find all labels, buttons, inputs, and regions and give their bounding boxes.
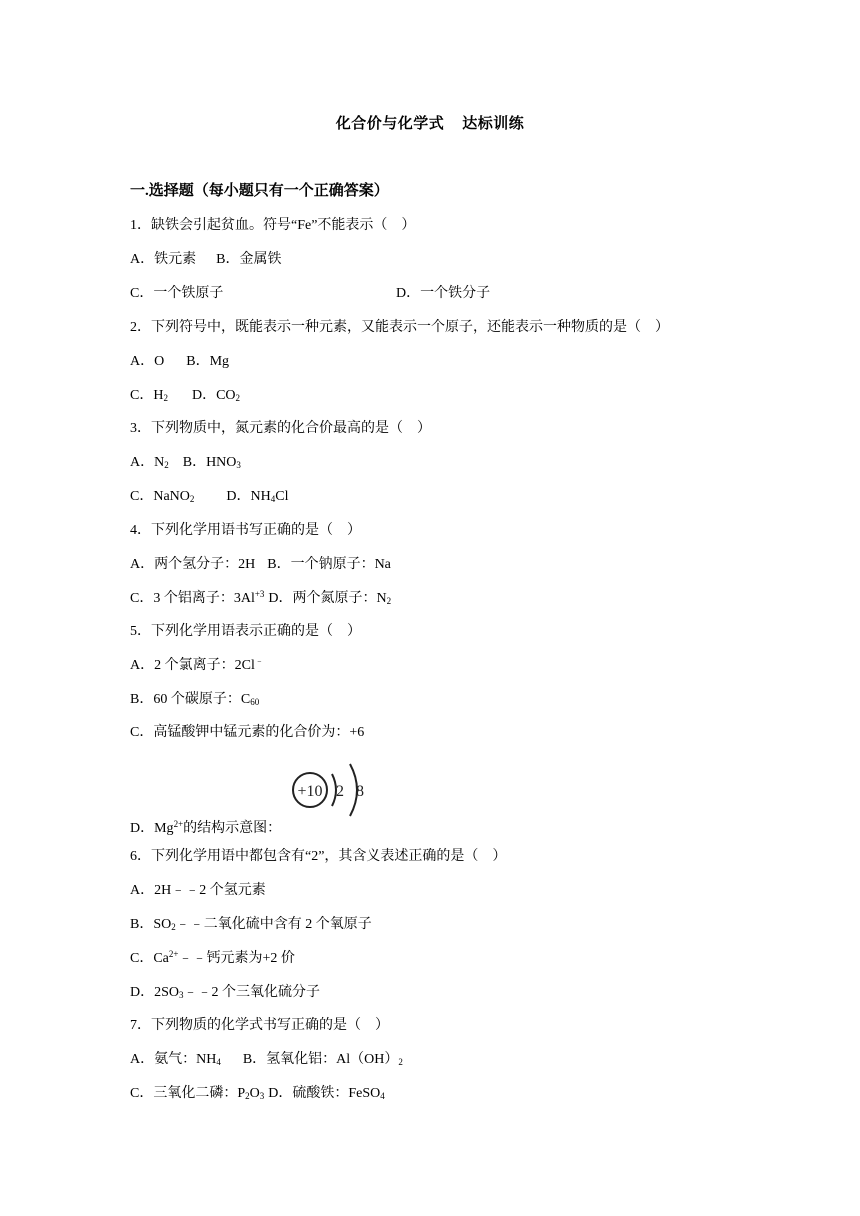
- title-main: 化合价与化学式: [335, 116, 445, 132]
- question-6-stem: 6．下列化学用语中都包含有“2”，其含义表述正确的是（ ）: [130, 849, 507, 864]
- option-c: C．三氧化二磷：$P_2O_3$: [130, 1086, 265, 1101]
- question-2-options-cd: [130, 384, 240, 404]
- question-1-option-c: C．一个铁原子: [130, 286, 224, 301]
- title-sub: 达标训练: [462, 116, 525, 132]
- question-4-options-cd: [130, 587, 391, 607]
- option-c: C．3 个铝离子：$3Al^{+3}$: [130, 589, 265, 606]
- option-a: A．$N_2$: [130, 455, 169, 470]
- question-7-options-ab: [130, 1048, 403, 1068]
- question-7-stem: 7．下列物质的化学式书写正确的是（ ）: [130, 1018, 389, 1033]
- option-d: D．$CO_2$: [191, 388, 241, 403]
- option-b: B．氢氧化铝：$Al(OH)_2$: [242, 1052, 403, 1067]
- question-5-option-b: B．60 个碳原子：$C_{60}$: [130, 692, 260, 707]
- question-5-option-c: C．高锰酸钾中锰元素的化合价为：+6: [130, 725, 365, 740]
- question-4-options-ab: [130, 553, 391, 573]
- question-2-stem: 2．下列符号中，既能表示一种元素，又能表示一个原子，还能表示一种物质的是（ ）: [130, 320, 669, 335]
- question-1-options-ab: [130, 248, 281, 268]
- question-3-options-ab: [130, 451, 241, 471]
- option-d: D．硫酸铁：FeSO$_4$: [268, 1086, 385, 1101]
- section-heading: 一.选择题（每小题只有一个正确答案）: [130, 183, 389, 199]
- question-3-stem: 3．下列物质中，氮元素的化合价最高的是（ ）: [130, 421, 431, 436]
- option-c: C．$H_2$: [130, 388, 168, 403]
- question-5-option-d: D．$Mg^{2+}$的结构示意图：: [130, 819, 282, 836]
- question-5-stem: 5．下列化学用语表示正确的是（ ）: [130, 624, 361, 639]
- option-b: B．金属铁: [216, 252, 282, 267]
- question-1-stem: 1．缺铁会引起贫血。符号“Fe”不能表示（ ）: [130, 218, 416, 233]
- option-b: B．一个钠原子：Na: [267, 557, 391, 572]
- document-title: [0, 112, 860, 133]
- atomic-structure-diagram: [288, 752, 378, 822]
- option-b: B．$HNO_3$: [182, 455, 241, 470]
- shell-1-count: 2: [336, 783, 344, 800]
- option-c: C．NaNO$_2$: [130, 489, 195, 504]
- option-a: A．O: [130, 354, 165, 369]
- question-6-option-b: B．$SO_2﹣﹣$二氧化硫中含有 2 个氧原子: [130, 917, 372, 932]
- option-b: B．Mg: [186, 354, 230, 369]
- question-4-stem: 4．下列化学用语书写正确的是（ ）: [130, 523, 361, 538]
- option-a: A．氨气：$NH_4$: [130, 1052, 221, 1067]
- option-d: D．$NH_4Cl$: [226, 489, 289, 504]
- nucleus-charge: +10: [297, 783, 323, 800]
- option-d: D．两个氮原子：$N_2$: [268, 591, 392, 606]
- question-5-option-a: A．2 个氯离子：2Cl﹣: [130, 656, 264, 673]
- question-3-options-cd: [130, 485, 288, 505]
- option-a: A．两个氢分子：2H: [130, 557, 256, 572]
- option-a: A．铁元素: [130, 252, 197, 267]
- shell-2-count: 8: [356, 783, 364, 800]
- question-6-option-c: C．$Ca^{2+}﹣﹣$钙元素为+2 价: [130, 949, 295, 966]
- question-1-option-d: D．一个铁分子: [396, 286, 491, 301]
- question-7-options-cd: [130, 1082, 385, 1102]
- question-2-options-ab: [130, 350, 229, 370]
- question-6-option-a: A．2H﹣﹣2 个氢元素: [130, 883, 266, 898]
- question-6-option-d: D．$2SO_3﹣﹣2$ 个三氧化硫分子: [130, 985, 321, 1000]
